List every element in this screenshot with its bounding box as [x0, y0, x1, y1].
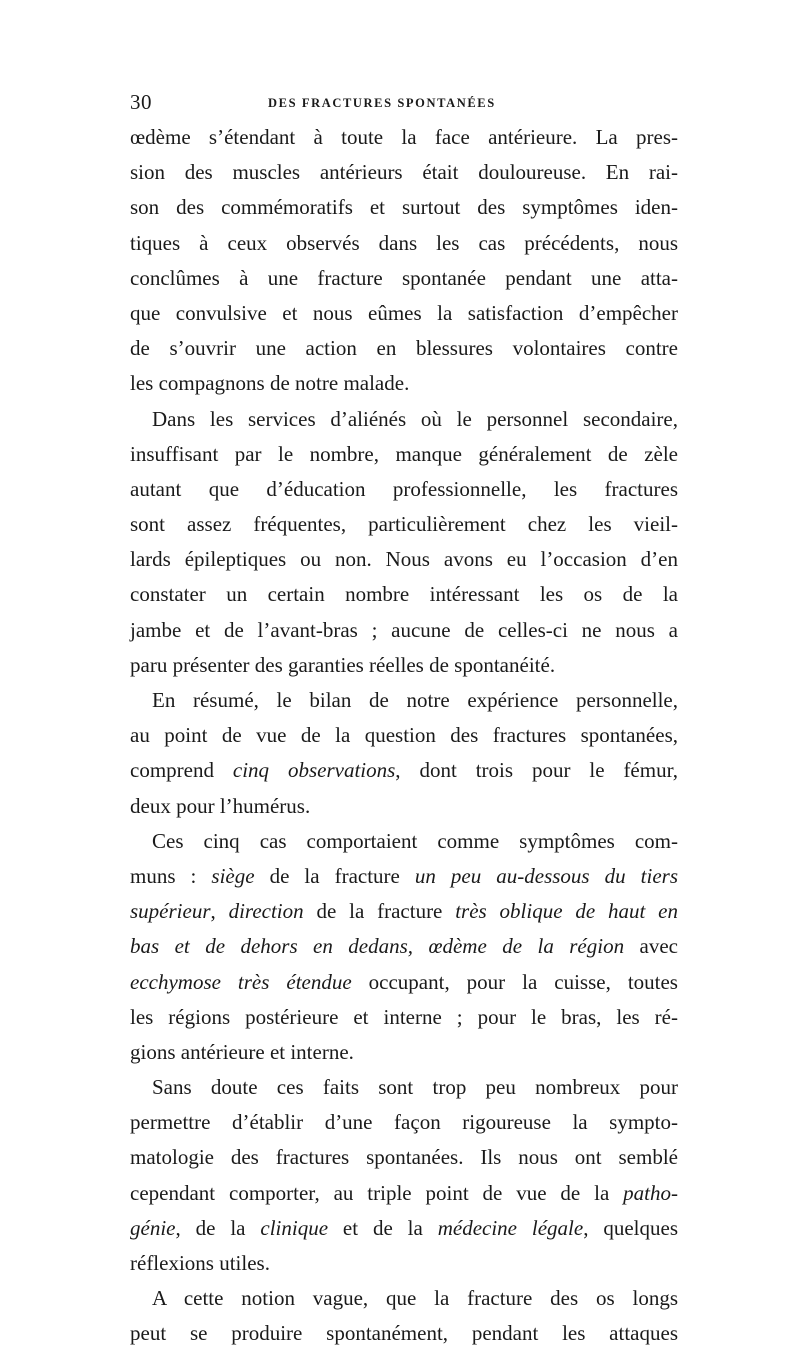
- text-line: [130, 402, 678, 437]
- text-span: sion des muscles antérieurs était douloureuse. En rai-: [130, 160, 678, 185]
- text-span: peut se produire spontanément, pendant les attaques: [130, 1321, 678, 1346]
- text-line: [130, 648, 678, 683]
- text-span: ,: [210, 899, 229, 924]
- body-text: [130, 120, 678, 1352]
- text-span: œdème s’étendant à toute la face antérieure. La pres-: [130, 125, 678, 149]
- text-span: A cette notion vague, que la fracture des os longs: [152, 1286, 678, 1311]
- text-line: [130, 1176, 678, 1211]
- text-line: [130, 859, 678, 894]
- text-line: [130, 683, 678, 718]
- text-line: [130, 577, 678, 612]
- text-line: [130, 1316, 678, 1351]
- text-span: tiques à ceux observés dans les cas précédents, nous: [130, 230, 678, 255]
- text-line: [130, 437, 678, 472]
- text-line: [130, 190, 678, 225]
- text-span: de la fracture: [254, 863, 415, 888]
- text-line: [130, 226, 678, 261]
- text-span: sont assez fréquentes, particulièrement chez les vieil-: [130, 512, 678, 537]
- italic-span: clinique: [260, 1215, 329, 1240]
- text-span: de s’ouvrir une action en blessures volontaires contre: [130, 336, 678, 361]
- running-title: DES FRACTURES SPONTANÉES: [268, 96, 496, 110]
- text-span: matologie des fractures spontanées. Ils nous ont semblé: [130, 1145, 678, 1170]
- running-head: [130, 90, 678, 114]
- italic-span: très oblique de haut en: [455, 899, 679, 924]
- text-span: les compagnons de notre malade.: [130, 371, 410, 396]
- text-span: muns :: [130, 863, 212, 888]
- italic-span: médecine légale: [437, 1215, 584, 1240]
- text-span: conclûmes à une fracture spontanée pendant une atta-: [130, 265, 678, 290]
- text-line: [130, 296, 678, 331]
- text-span: constater un certain nombre intéressant les os de la: [130, 582, 678, 607]
- text-span: Sans doute ces faits sont trop peu nombreux pour: [152, 1075, 678, 1100]
- text-span: , quelques: [583, 1215, 678, 1240]
- text-line: [130, 1140, 678, 1175]
- text-span: Ces cinq cas comportaient comme symptômes com-: [152, 828, 678, 853]
- text-span: , de la: [175, 1215, 261, 1240]
- text-line: [130, 472, 678, 507]
- text-line: [130, 366, 678, 401]
- text-span: jambe et de l’avant-bras ; aucune de celles-ci ne nous a: [130, 617, 678, 642]
- italic-span: patho-: [623, 1180, 678, 1205]
- text-line: [130, 1246, 678, 1281]
- italic-span: direction: [228, 899, 304, 924]
- text-line: [130, 1211, 678, 1246]
- text-span: En résumé, le bilan de notre expérience personnelle,: [152, 688, 678, 712]
- text-line: [130, 613, 678, 648]
- text-line: [130, 965, 678, 1000]
- text-span: les régions postérieure et interne ; pour le bras, les ré-: [130, 1004, 678, 1029]
- text-line: [130, 1281, 678, 1316]
- text-span: au point de vue de la question des fractures spontanées,: [130, 723, 678, 748]
- text-line: [130, 120, 678, 155]
- italic-span: un peu au-dessous du tiers: [414, 863, 678, 888]
- text-line: [130, 1000, 678, 1035]
- italic-span: bas et de dehors en dedans, œdème de la région: [130, 934, 625, 959]
- text-span: , dont trois pour le fémur,: [395, 758, 678, 783]
- text-span: son des commémoratifs et surtout des symptômes iden-: [130, 195, 678, 220]
- text-line: [130, 1070, 678, 1105]
- text-line: [130, 507, 678, 542]
- text-span: paru présenter des garanties réelles de spontanéité.: [130, 652, 556, 677]
- text-span: insuffisant par le nombre, manque généralement de zèle: [130, 441, 678, 466]
- text-span: cependant comporter, au triple point de vue de la: [130, 1180, 624, 1205]
- italic-span: cinq observations: [232, 758, 396, 783]
- text-line: [130, 155, 678, 190]
- text-line: [130, 331, 678, 366]
- italic-span: siège: [211, 863, 255, 888]
- text-span: permettre d’établir d’une façon rigoureuse la sympto-: [130, 1110, 678, 1135]
- text-line: [130, 753, 678, 788]
- italic-span: ecchymose très étendue: [130, 969, 352, 994]
- page-number: 30: [130, 90, 152, 114]
- text-line: [130, 789, 678, 824]
- text-line: [130, 1105, 678, 1140]
- text-span: réflexions utiles.: [130, 1251, 270, 1275]
- text-line: [130, 261, 678, 296]
- text-span: lards épileptiques ou non. Nous avons eu l’occasion d’en: [130, 547, 678, 572]
- text-span: comprend: [130, 758, 233, 783]
- text-span: Dans les services d’aliénés où le personnel secondaire,: [152, 406, 678, 431]
- text-line: [130, 894, 678, 929]
- text-line: [130, 542, 678, 577]
- italic-span: génie: [130, 1215, 176, 1240]
- text-span: avec: [624, 934, 678, 959]
- text-line: [130, 1035, 678, 1070]
- text-span: que convulsive et nous eûmes la satisfaction d’empêcher: [130, 300, 678, 325]
- text-span: deux pour l’humérus.: [130, 793, 311, 818]
- italic-span: supérieur: [130, 899, 211, 924]
- text-line: [130, 824, 678, 859]
- text-span: autant que d’éducation professionnelle, les fractures: [130, 476, 678, 501]
- text-span: et de la: [328, 1215, 438, 1240]
- text-line: [130, 718, 678, 753]
- text-span: occupant, pour la cuisse, toutes: [351, 969, 678, 994]
- text-span: de la fracture: [303, 899, 456, 924]
- text-span: gions antérieure et interne.: [130, 1039, 354, 1064]
- text-line: [130, 929, 678, 964]
